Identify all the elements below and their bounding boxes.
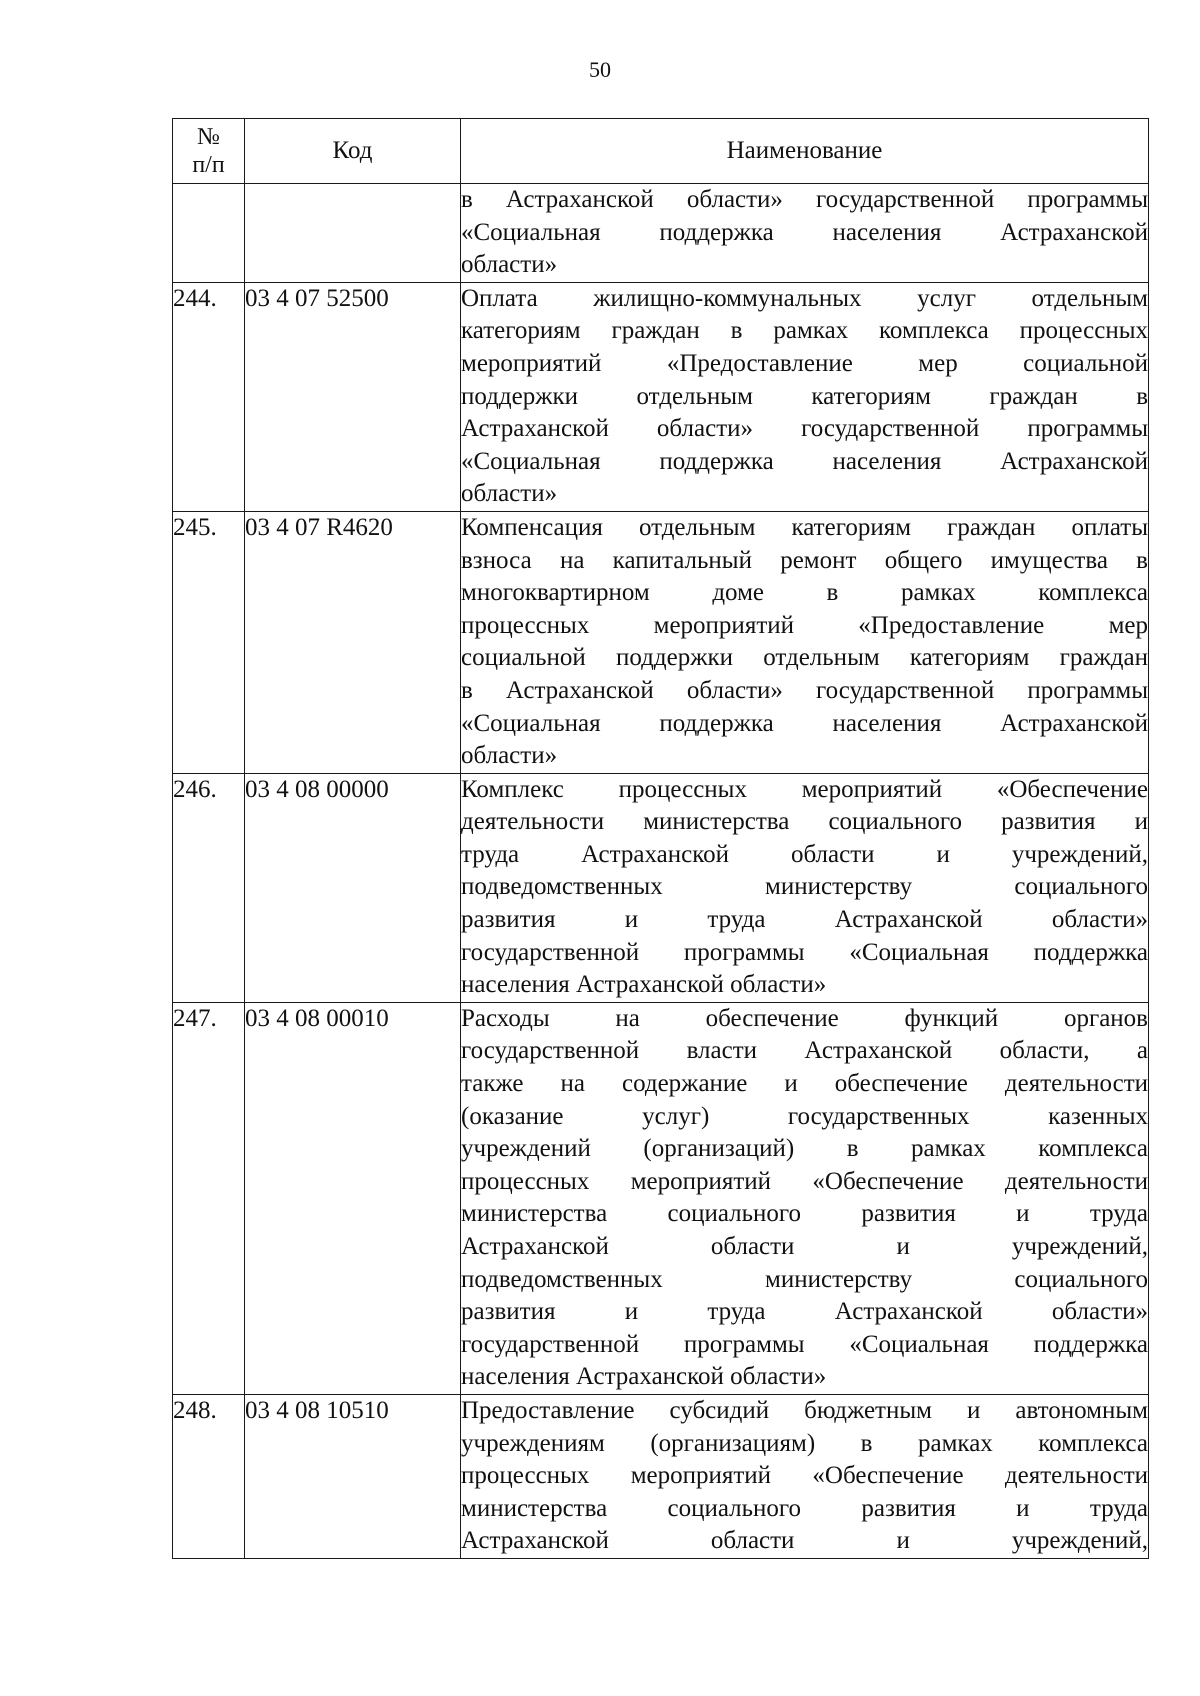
name-line: Астраханской области и учреждений, bbox=[461, 1233, 1148, 1260]
row-number: 247. bbox=[173, 1002, 245, 1394]
row-name bbox=[461, 1002, 1149, 1394]
name-line: государственной программы «Социальная поддержка bbox=[461, 1330, 1148, 1358]
row-name bbox=[461, 511, 1149, 773]
header-row bbox=[173, 119, 1149, 184]
table-row bbox=[173, 1002, 1149, 1394]
name-line: социальной поддержки отдельным категориям граждан bbox=[461, 644, 1148, 672]
name-line: процессных мероприятий «Обеспечение деятельности bbox=[461, 1462, 1148, 1490]
name-line: министерства социального развития и труда bbox=[461, 1494, 1148, 1522]
name-line: области» bbox=[461, 742, 558, 770]
row-number: 245. bbox=[173, 511, 245, 773]
row-code bbox=[245, 184, 461, 283]
row-code: 03 4 08 00000 bbox=[245, 773, 461, 1002]
table-row bbox=[173, 1394, 1149, 1558]
name-line: Компенсация отдельным категориям граждан оплаты bbox=[461, 513, 1148, 541]
table-header bbox=[173, 119, 1149, 184]
row-code: 03 4 08 00010 bbox=[245, 1002, 461, 1394]
row-number: 244. bbox=[173, 282, 245, 511]
row-code: 03 4 07 R4620 bbox=[245, 511, 461, 773]
table-row bbox=[173, 511, 1149, 773]
name-line: категориям граждан в рамках комплекса процессных bbox=[461, 317, 1148, 345]
row-number: 246. bbox=[173, 773, 245, 1002]
table-row bbox=[173, 773, 1149, 1002]
name-line: подведомственных министерству социального bbox=[461, 1265, 1148, 1293]
name-line: взноса на капитальный ремонт общего имущества в bbox=[461, 546, 1148, 574]
row-name bbox=[461, 282, 1149, 511]
name-line: процессных мероприятий «Обеспечение деятельности bbox=[461, 1167, 1148, 1195]
name-line: области» bbox=[461, 480, 558, 508]
name-line: населения Астраханской области» bbox=[461, 1363, 827, 1391]
name-line: также на содержание и обеспечение деятельности bbox=[461, 1070, 1148, 1098]
name-line: населения Астраханской области» bbox=[461, 971, 827, 999]
header-number-sign: № bbox=[197, 124, 220, 150]
name-line: Астраханской области и учреждений, bbox=[461, 1527, 1148, 1555]
name-line: «Социальная поддержка населения Астраханской bbox=[461, 218, 1148, 246]
table-row bbox=[173, 282, 1149, 511]
name-line: в Астраханской области» государственной программы bbox=[461, 186, 1148, 213]
row-name bbox=[461, 184, 1149, 283]
name-line: деятельности министерства социального развития и bbox=[461, 808, 1148, 836]
name-line: процессных мероприятий «Предоставление мер bbox=[461, 611, 1148, 639]
name-line: развития и труда Астраханской области» bbox=[461, 906, 1148, 934]
name-line: государственной программы «Социальная поддержка bbox=[461, 938, 1148, 966]
name-line: «Социальная поддержка населения Астраханской bbox=[461, 709, 1148, 737]
name-line: подведомственных министерству социального bbox=[461, 873, 1148, 901]
name-line: Предоставление субсидий бюджетным и автономным bbox=[461, 1396, 1148, 1424]
name-line: Астраханской области» государственной программы bbox=[461, 415, 1148, 443]
table-row bbox=[173, 184, 1149, 283]
header-code: Код bbox=[245, 119, 461, 184]
name-line: в Астраханской области» государственной программы bbox=[461, 676, 1148, 704]
name-line: учреждений (организаций) в рамках комплекса bbox=[461, 1135, 1148, 1163]
row-code: 03 4 07 52500 bbox=[245, 282, 461, 511]
name-line: учреждениям (организациям) в рамках комплекса bbox=[461, 1429, 1148, 1457]
name-line: Расходы на обеспечение функций органов bbox=[461, 1004, 1148, 1032]
name-line: развития и труда Астраханской области» bbox=[461, 1298, 1148, 1326]
header-name: Наименование bbox=[461, 119, 1149, 184]
row-name bbox=[461, 773, 1149, 1002]
budget-classification-table bbox=[172, 118, 1149, 1559]
name-line: министерства социального развития и труда bbox=[461, 1200, 1148, 1228]
name-line: Комплекс процессных мероприятий «Обеспечение bbox=[461, 775, 1148, 803]
name-line: области» bbox=[461, 251, 558, 279]
header-number-abbr: п/п bbox=[192, 152, 225, 178]
name-line: поддержки отдельным категориям граждан в bbox=[461, 382, 1148, 410]
name-line: «Социальная поддержка населения Астраханской bbox=[461, 447, 1148, 475]
table-body bbox=[173, 184, 1149, 1559]
header-number bbox=[173, 119, 245, 184]
row-code: 03 4 08 10510 bbox=[245, 1394, 461, 1558]
name-line: мероприятий «Предоставление мер социальной bbox=[461, 349, 1148, 377]
name-line: Оплата жилищно-коммунальных услуг отдельным bbox=[461, 284, 1148, 312]
name-line: государственной власти Астраханской области, а bbox=[461, 1037, 1148, 1065]
name-line: (оказание услуг) государственных казенных bbox=[461, 1102, 1148, 1130]
row-number bbox=[173, 184, 245, 283]
page-number: 50 bbox=[589, 57, 611, 82]
row-name bbox=[461, 1394, 1149, 1558]
name-line: многоквартирном доме в рамках комплекса bbox=[461, 579, 1148, 607]
name-line: труда Астраханской области и учреждений, bbox=[461, 840, 1148, 868]
row-number: 248. bbox=[173, 1394, 245, 1558]
